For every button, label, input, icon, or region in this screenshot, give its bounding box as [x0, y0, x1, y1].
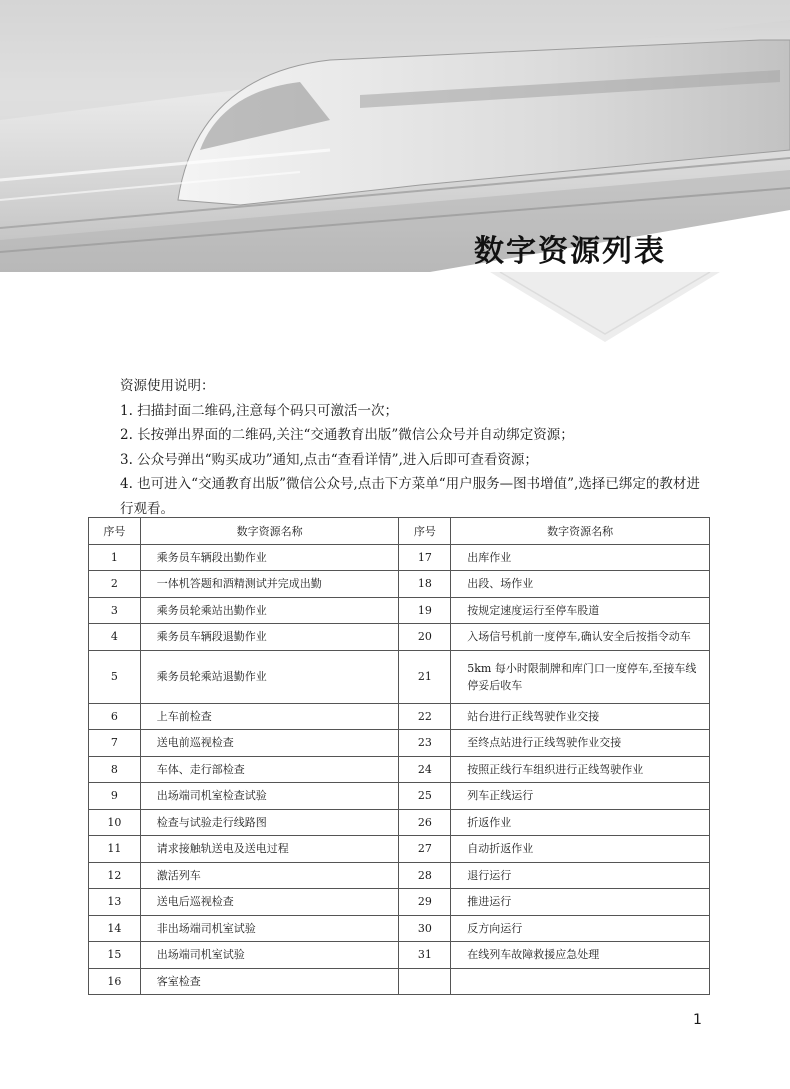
- table-header-row: [89, 518, 710, 545]
- column-header: 序号: [89, 518, 141, 545]
- resource-name: [451, 968, 710, 995]
- column-header: 数字资源名称: [451, 518, 710, 545]
- row-number: 28: [399, 862, 451, 889]
- resource-name: 出段、场作业: [451, 571, 710, 598]
- table-row: [89, 968, 710, 995]
- resource-name: 非出场端司机室试验: [140, 915, 399, 942]
- resource-name: 请求接触轨送电及送电过程: [140, 836, 399, 863]
- row-number: 12: [89, 862, 141, 889]
- row-number: 22: [399, 703, 451, 730]
- table-row: [89, 730, 710, 757]
- instruction-step: 3. 公众号弹出“购买成功”通知,点击“查看详情”,进入后即可查看资源；: [120, 451, 538, 468]
- resource-name: 乘务员车辆段出勤作业: [140, 544, 399, 571]
- resource-table: [88, 517, 710, 995]
- table-row: [89, 544, 710, 571]
- resource-name: 站台进行正线驾驶作业交接: [451, 703, 710, 730]
- row-number: 25: [399, 783, 451, 810]
- resource-name: 乘务员轮乘站出勤作业: [140, 597, 399, 624]
- instructions-heading: 资源使用说明：: [120, 378, 215, 394]
- resource-name: 送电前巡视检查: [140, 730, 399, 757]
- table-row: [89, 783, 710, 810]
- page-number: 1: [693, 1012, 702, 1028]
- row-number: 26: [399, 809, 451, 836]
- row-number: 7: [89, 730, 141, 757]
- resource-name: 出库作业: [451, 544, 710, 571]
- table-row: [89, 836, 710, 863]
- resource-name: 在线列车故障救援应急处理: [451, 942, 710, 969]
- table-row: [89, 942, 710, 969]
- row-number: 27: [399, 836, 451, 863]
- resource-name: 检查与试验走行线路图: [140, 809, 399, 836]
- resource-name: 送电后巡视检查: [140, 889, 399, 916]
- row-number: 17: [399, 544, 451, 571]
- row-number: 21: [399, 650, 451, 703]
- row-number: [399, 968, 451, 995]
- resource-name: 按规定速度运行至停车股道: [451, 597, 710, 624]
- resource-name: 5km 每小时限制牌和库门口一度停车,至接车线停妥后收车: [451, 650, 710, 703]
- table-row: [89, 650, 710, 703]
- row-number: 5: [89, 650, 141, 703]
- row-number: 30: [399, 915, 451, 942]
- row-number: 15: [89, 942, 141, 969]
- usage-instructions: [88, 374, 710, 521]
- row-number: 16: [89, 968, 141, 995]
- resource-name: 按照正线行车组织进行正线驾驶作业: [451, 756, 710, 783]
- row-number: 23: [399, 730, 451, 757]
- row-number: 6: [89, 703, 141, 730]
- resource-name: 出场端司机室检查试验: [140, 783, 399, 810]
- resource-name: 推进运行: [451, 889, 710, 916]
- row-number: 2: [89, 571, 141, 598]
- table-row: [89, 597, 710, 624]
- instruction-step: 4. 也可进入“交通教育出版”微信公众号,点击下方菜单“用户服务—图书增值”,选择已绑定的教材进行观看。: [120, 476, 700, 517]
- resource-name: 反方向运行: [451, 915, 710, 942]
- resource-name: 激活列车: [140, 862, 399, 889]
- table-row: [89, 915, 710, 942]
- row-number: 9: [89, 783, 141, 810]
- resource-name: 乘务员轮乘站退勤作业: [140, 650, 399, 703]
- row-number: 20: [399, 624, 451, 651]
- resource-name: 一体机答题和酒精测试并完成出勤: [140, 571, 399, 598]
- chevron-decoration: [0, 272, 790, 352]
- row-number: 8: [89, 756, 141, 783]
- table-row: [89, 624, 710, 651]
- row-number: 1: [89, 544, 141, 571]
- resource-name: 乘务员车辆段退勤作业: [140, 624, 399, 651]
- resource-name: 上车前检查: [140, 703, 399, 730]
- row-number: 18: [399, 571, 451, 598]
- resource-name: 自动折返作业: [451, 836, 710, 863]
- resource-name: 车体、走行部检查: [140, 756, 399, 783]
- column-header: 数字资源名称: [140, 518, 399, 545]
- row-number: 11: [89, 836, 141, 863]
- row-number: 24: [399, 756, 451, 783]
- row-number: 13: [89, 889, 141, 916]
- row-number: 14: [89, 915, 141, 942]
- row-number: 10: [89, 809, 141, 836]
- header-banner: [0, 0, 790, 272]
- resource-name: 客室检查: [140, 968, 399, 995]
- row-number: 29: [399, 889, 451, 916]
- table-row: [89, 809, 710, 836]
- column-header: 序号: [399, 518, 451, 545]
- resource-name: 折返作业: [451, 809, 710, 836]
- train-illustration: [0, 0, 790, 272]
- row-number: 31: [399, 942, 451, 969]
- table-row: [89, 862, 710, 889]
- table-row: [89, 703, 710, 730]
- resource-name: 出场端司机室试验: [140, 942, 399, 969]
- table-row: [89, 889, 710, 916]
- instruction-step: 2. 长按弹出界面的二维码,关注“交通教育出版”微信公众号并自动绑定资源；: [120, 427, 574, 443]
- page-title: 数字资源列表: [474, 234, 666, 269]
- table-row: [89, 756, 710, 783]
- row-number: 19: [399, 597, 451, 624]
- table-row: [89, 571, 710, 598]
- row-number: 4: [89, 624, 141, 651]
- row-number: 3: [89, 597, 141, 624]
- resource-name: 入场信号机前一度停车,确认安全后按指令动车: [451, 624, 710, 651]
- resource-name: 列车正线运行: [451, 783, 710, 810]
- resource-name: 退行运行: [451, 862, 710, 889]
- resource-name: 至终点站进行正线驾驶作业交接: [451, 730, 710, 757]
- instruction-step: 1. 扫描封面二维码,注意每个码只可激活一次；: [120, 402, 398, 419]
